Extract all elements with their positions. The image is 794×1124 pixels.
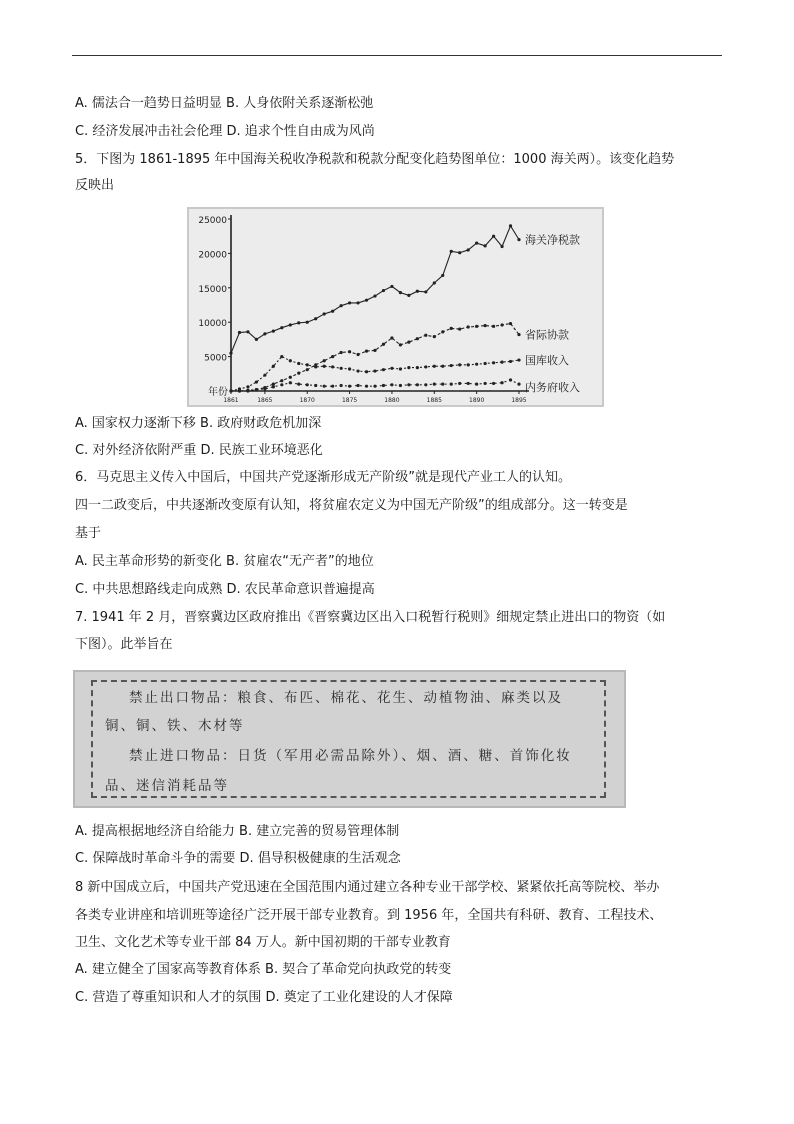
data-point: [475, 383, 478, 386]
data-point: [289, 323, 292, 326]
data-point: [517, 383, 520, 386]
q8-options-cd: C. 营造了尊重知识和人才的氛围 D. 奠定了工业化建设的人才保障: [75, 990, 453, 1005]
data-point: [399, 343, 402, 346]
chart-svg: [189, 209, 602, 405]
q8-stem-line3: 卫生、文化艺术等专业干部 84 万人。新中国初期的干部专业教育: [75, 935, 451, 950]
data-point: [424, 383, 427, 386]
q7-options-ab: A. 提高根据地经济自给能力 B. 建立完善的贸易管理体制: [75, 824, 400, 839]
data-point: [289, 381, 292, 384]
data-point: [263, 387, 266, 390]
data-point: [416, 383, 419, 386]
data-point: [255, 380, 258, 383]
data-point: [500, 361, 503, 364]
data-point: [280, 355, 283, 358]
data-point: [517, 358, 520, 361]
data-point: [441, 383, 444, 386]
data-point: [340, 367, 343, 370]
data-point: [348, 385, 351, 388]
data-point: [331, 355, 334, 358]
data-point: [424, 334, 427, 337]
data-point: [475, 325, 478, 328]
data-point: [348, 350, 351, 353]
q8-options-ab: A. 建立健全了国家高等教育体系 B. 契合了革命党向执政党的转变: [75, 962, 452, 977]
x-tick-label: 1895: [511, 397, 527, 404]
data-point: [441, 365, 444, 368]
y-tick-label: 20000: [198, 250, 227, 261]
data-point: [246, 330, 249, 333]
data-point: [390, 367, 393, 370]
data-point: [272, 330, 275, 333]
data-point: [356, 353, 359, 356]
x-tick-label: 1885: [426, 397, 442, 404]
data-point: [467, 363, 470, 366]
data-point: [458, 327, 461, 330]
data-point: [323, 359, 326, 362]
x-tick-label: 1875: [341, 397, 358, 404]
data-point: [382, 368, 385, 371]
x-tick-label: 1890: [469, 397, 485, 404]
data-point: [365, 370, 368, 373]
data-point: [475, 241, 478, 244]
data-point: [509, 224, 512, 227]
series-label: 内务府收入: [525, 381, 580, 395]
data-point: [340, 384, 343, 387]
x-tick-label: 1870: [299, 397, 315, 404]
data-point: [297, 321, 300, 324]
data-point: [390, 336, 393, 339]
data-point: [458, 363, 461, 366]
q7-stem-line2: 下图）。此举旨在: [75, 637, 173, 652]
y-tick-label: 25000: [198, 216, 227, 226]
notice-import-line1: 禁止进口物品：日货（军用必需品除外）、烟、酒、糖、首饰化妆: [129, 748, 572, 764]
data-point: [467, 325, 470, 328]
data-point: [314, 365, 317, 368]
data-point: [433, 281, 436, 284]
customs-tax-chart: [187, 207, 604, 407]
data-point: [467, 382, 470, 385]
data-point: [373, 385, 376, 388]
data-point: [458, 251, 461, 254]
data-point: [500, 323, 503, 326]
q7-stem-line1: 7. 1941 年 2 月，晋察冀边区政府推出《晋察冀边区出入口税暂行税则》细规定禁止进出口的物资（如: [75, 610, 666, 625]
q5-options-ab: A. 国家权力逐渐下移 B. 政府财政危机加深: [75, 416, 322, 431]
data-point: [424, 290, 427, 293]
data-point: [348, 301, 351, 304]
data-point: [289, 359, 292, 362]
data-point: [272, 365, 275, 368]
y-tick-label: 15000: [198, 284, 227, 295]
data-point: [390, 383, 393, 386]
data-point: [280, 326, 283, 329]
data-point: [517, 333, 520, 336]
q4-options-cd: C. 经济发展冲击社会伦理 D. 追求个性自由成为风尚: [75, 124, 375, 139]
data-point: [416, 337, 419, 340]
q6-options-cd: C. 中共思想路线走向成熟 D. 农民革命意识普遍提高: [75, 582, 375, 597]
data-point: [484, 324, 487, 327]
data-point: [348, 367, 351, 370]
data-point: [246, 385, 249, 388]
data-point: [382, 343, 385, 346]
q5-options-cd: C. 对外经济依附严重 D. 民族工业环境恶化: [75, 443, 323, 458]
data-point: [365, 349, 368, 352]
data-point: [433, 335, 436, 338]
q5-stem-line2: 反映出: [75, 178, 115, 193]
data-point: [441, 274, 444, 277]
data-point: [323, 385, 326, 388]
data-point: [280, 379, 283, 382]
data-point: [356, 369, 359, 372]
notice-export-line2: 铜、铜、铁、木材等: [105, 718, 245, 734]
data-point: [500, 381, 503, 384]
data-point: [331, 310, 334, 313]
data-point: [373, 369, 376, 372]
data-point: [458, 382, 461, 385]
series-label: 国库收入: [525, 354, 569, 368]
data-point: [416, 290, 419, 293]
q4-options-ab: A. 儒法合一趋势日益明显 B. 人身依附关系逐渐松弛: [75, 96, 374, 111]
data-point: [246, 389, 249, 392]
data-point: [390, 285, 393, 288]
data-point: [229, 352, 232, 355]
data-point: [484, 244, 487, 247]
y-tick-label: 10000: [198, 319, 227, 330]
data-point: [475, 363, 478, 366]
data-point: [263, 332, 266, 335]
data-point: [356, 301, 359, 304]
data-point: [407, 294, 410, 297]
data-point: [517, 238, 520, 241]
data-point: [306, 321, 309, 324]
data-point: [509, 322, 512, 325]
notice-import-line2: 品、迷信消耗品等: [105, 778, 229, 794]
notice-export-line1: 禁止出口物品：粮食、布匹、棉花、花生、动植物油、麻类以及: [129, 690, 563, 706]
series-label: 海关净税款: [525, 233, 580, 247]
data-point: [314, 317, 317, 320]
y-tick-label: 5000: [204, 353, 227, 364]
data-point: [340, 351, 343, 354]
header-rule: [72, 55, 722, 56]
data-point: [272, 383, 275, 386]
data-point: [492, 361, 495, 364]
data-point: [255, 338, 258, 341]
x-tick-label: 1861: [223, 397, 239, 404]
data-point: [500, 245, 503, 248]
q7-options-cd: C. 保障战时革命斗争的需要 D. 倡导积极健康的生活观念: [75, 851, 401, 866]
q5-stem-line1: 5．下图为 1861-1895 年中国海关税收净税款和税款分配变化趋势图单位：1000 海关两）。该变化趋势: [75, 152, 675, 167]
data-point: [373, 349, 376, 352]
data-point: [433, 383, 436, 386]
data-point: [484, 382, 487, 385]
data-point: [229, 389, 232, 392]
q6-options-ab: A. 民主革命形势的新变化 B. 贫雇农“无产者”的地位: [75, 554, 374, 569]
data-point: [289, 376, 292, 379]
data-point: [382, 289, 385, 292]
data-point: [509, 378, 512, 381]
data-point: [255, 388, 258, 391]
q8-stem-line1: 8 新中国成立后，中国共产党迅速在全国范围内通过建立各种专业干部学校、紧紧依托高等院校、举办: [75, 880, 660, 895]
data-point: [280, 383, 283, 386]
data-point: [450, 383, 453, 386]
data-point: [450, 327, 453, 330]
data-point: [492, 382, 495, 385]
data-point: [306, 363, 309, 366]
data-point: [399, 291, 402, 294]
data-point: [314, 384, 317, 387]
trade-ban-notice: [73, 670, 626, 808]
data-point: [331, 365, 334, 368]
data-point: [297, 383, 300, 386]
data-point: [450, 250, 453, 253]
series-label: 省际协款: [525, 328, 569, 342]
q8-stem-line2: 各类专业讲座和培训班等途径广泛开展干部专业教育。到 1956 年，全国共有科研、教育、工程技术、: [75, 908, 663, 923]
data-point: [356, 384, 359, 387]
data-point: [467, 248, 470, 251]
data-point: [441, 330, 444, 333]
data-point: [340, 304, 343, 307]
data-point: [399, 367, 402, 370]
series-line: [231, 226, 519, 353]
data-point: [323, 365, 326, 368]
data-point: [399, 384, 402, 387]
data-point: [373, 294, 376, 297]
data-point: [297, 372, 300, 375]
data-point: [509, 360, 512, 363]
data-point: [306, 383, 309, 386]
data-point: [484, 362, 487, 365]
data-point: [382, 384, 385, 387]
data-point: [407, 383, 410, 386]
data-point: [306, 368, 309, 371]
data-point: [331, 385, 334, 388]
q6-stem-line2: 四一二政变后，中共逐渐改变原有认知，将贫雇农定义为中国无产阶级”的组成部分。这一转变是: [75, 498, 628, 513]
data-point: [492, 235, 495, 238]
data-point: [492, 325, 495, 328]
data-point: [272, 385, 275, 388]
data-point: [365, 385, 368, 388]
data-point: [238, 389, 241, 392]
data-point: [450, 364, 453, 367]
series-line: [231, 324, 519, 391]
x-tick-label: 1865: [257, 397, 273, 404]
data-point: [323, 312, 326, 315]
data-point: [407, 341, 410, 344]
data-point: [263, 374, 266, 377]
x-tick-label: 1880: [384, 397, 400, 404]
data-point: [416, 366, 419, 369]
y-axis-label: 年份: [208, 387, 228, 398]
data-point: [424, 365, 427, 368]
data-point: [407, 366, 410, 369]
q6-stem-line1: 6．马克思主义传入中国后，中国共产党逐渐形成无产阶级”就是现代产业工人的认知。: [75, 470, 572, 485]
data-point: [297, 362, 300, 365]
q6-stem-line3: 基于: [75, 526, 102, 541]
data-point: [433, 365, 436, 368]
data-point: [238, 331, 241, 334]
data-point: [365, 299, 368, 302]
